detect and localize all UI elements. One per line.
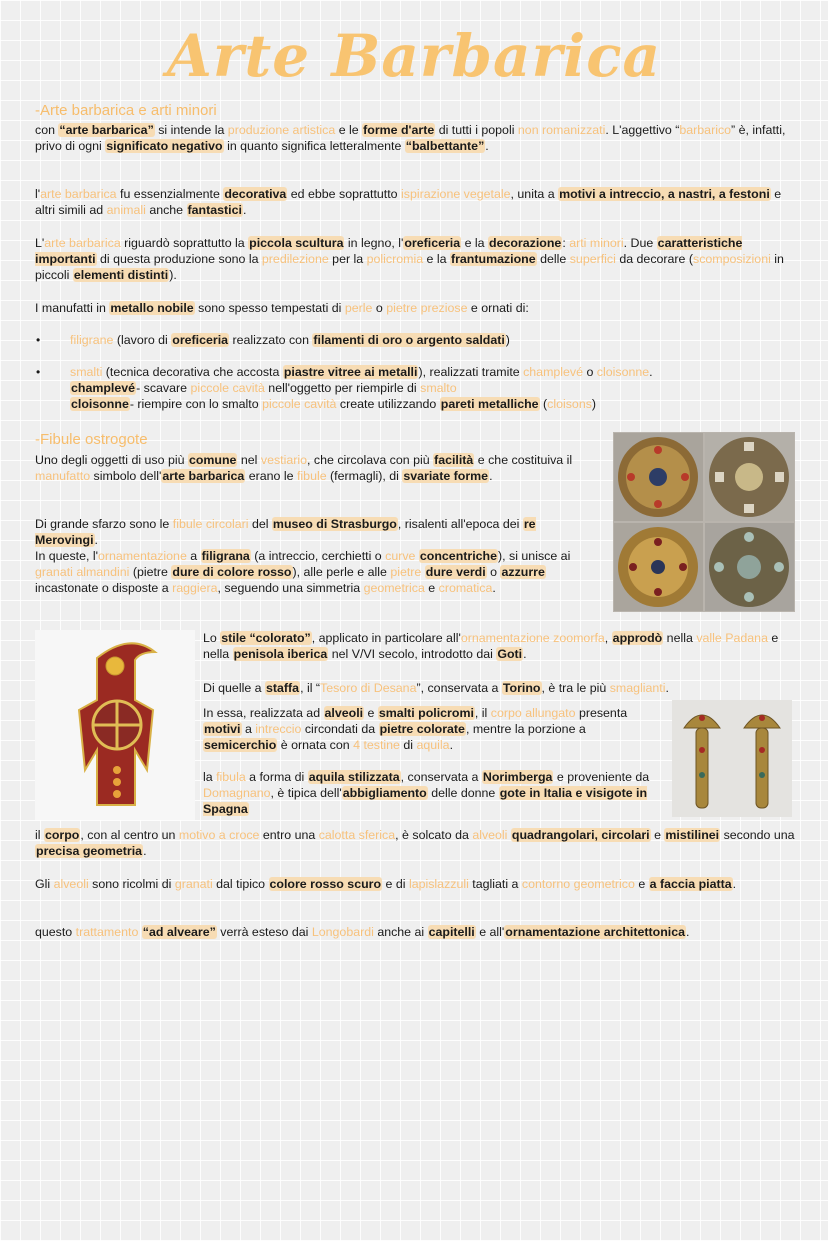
text-segment: e di xyxy=(382,877,409,891)
accent-term: alveoli xyxy=(53,877,89,891)
text-segment: , conservata a xyxy=(400,770,482,784)
paragraph-stile-colorato xyxy=(203,630,793,662)
highlighted-term: pietre colorate xyxy=(379,722,465,736)
text-segment: e proveniente da xyxy=(553,770,650,784)
text-segment: riguardò soprattutto la xyxy=(120,236,249,250)
text-segment: realizzato con xyxy=(229,333,313,347)
text-segment: . xyxy=(242,203,247,217)
text-segment: di questa produzione sono la xyxy=(96,252,262,266)
highlighted-term: quadrangolari, circolari xyxy=(511,828,650,842)
highlighted-term: piccola scultura xyxy=(249,236,344,250)
highlighted-term: oreficeria xyxy=(404,236,461,250)
accent-term: aquila xyxy=(416,738,450,752)
section-heading-arte-barbarica: -Arte barbarica e arti minori xyxy=(35,102,217,119)
accent-term: Domagnano xyxy=(203,786,271,800)
highlighted-term: museo di Strasburgo xyxy=(272,517,397,531)
accent-term: arti minori xyxy=(569,236,624,250)
accent-term: ornamentazione zoomorfa xyxy=(460,631,605,645)
text-segment: tagliati a xyxy=(468,877,522,891)
accent-term: calotta sferica xyxy=(318,828,396,842)
highlighted-term: arte barbarica xyxy=(162,469,245,483)
text-segment: dal tipico xyxy=(212,877,269,891)
accent-term: champlevé xyxy=(523,365,584,379)
text-segment: fu essenzialmente xyxy=(116,187,224,201)
highlighted-term: cloisonne xyxy=(71,397,129,411)
text-segment: ), alle perle e alle xyxy=(292,565,391,579)
accent-term: fibule circolari xyxy=(172,517,249,531)
text-segment: anche ai xyxy=(373,925,428,939)
text-segment: e che costituiva il xyxy=(474,453,573,467)
text-segment: . xyxy=(449,738,454,752)
highlighted-term: dure verdi xyxy=(425,565,486,579)
highlighted-term: significato negativo xyxy=(106,139,223,153)
accent-term: barbarico xyxy=(679,123,732,137)
text-segment: - scavare xyxy=(136,381,191,395)
highlighted-term: Goti xyxy=(497,647,523,661)
fibula-aquila-image xyxy=(35,630,195,820)
text-segment: . Due xyxy=(623,236,657,250)
highlighted-term: comune xyxy=(188,453,237,467)
highlighted-term: oreficeria xyxy=(172,333,229,347)
accent-term: granati xyxy=(174,877,213,891)
bullet-smalti xyxy=(70,364,795,380)
text-segment: - riempire con lo smalto xyxy=(129,397,263,411)
text-segment: a xyxy=(241,722,256,736)
text-segment: per la xyxy=(328,252,367,266)
accent-term: intreccio xyxy=(255,722,302,736)
text-segment: I manufatti in xyxy=(35,301,110,315)
accent-term: cromatica xyxy=(438,581,493,595)
highlighted-term: abbigliamento xyxy=(342,786,427,800)
highlighted-term: metallo nobile xyxy=(110,301,194,315)
highlighted-term: semicerchio xyxy=(204,738,277,752)
paragraph-strasburgo xyxy=(35,516,595,548)
text-segment: o xyxy=(372,301,387,315)
text-segment: ” è, infatti, privo di ogni xyxy=(35,123,786,153)
accent-term: produzione artistica xyxy=(227,123,336,137)
text-segment: verrà esteso dai xyxy=(216,925,312,939)
text-segment: Di quelle a xyxy=(203,681,265,695)
text-segment: Uno degli oggetti di uso più xyxy=(35,453,188,467)
text-segment: e xyxy=(364,706,378,720)
text-segment: . xyxy=(523,647,527,661)
text-segment: , con al centro un xyxy=(80,828,179,842)
accent-term: 4 testine xyxy=(353,738,400,752)
highlighted-term: Torino xyxy=(502,681,541,695)
text-segment: , il “ xyxy=(300,681,321,695)
highlighted-term: approdò xyxy=(612,631,663,645)
bullet-cloisonne xyxy=(70,396,795,412)
accent-term: valle Padana xyxy=(696,631,768,645)
text-segment: la xyxy=(203,770,217,784)
highlighted-term: motivi xyxy=(204,722,241,736)
text-segment: ( xyxy=(539,397,548,411)
text-segment: o xyxy=(583,365,597,379)
accent-term: raggiera xyxy=(172,581,218,595)
fibule-staffa-image xyxy=(672,700,792,817)
text-segment: è ornata con xyxy=(277,738,354,752)
paragraph-definition xyxy=(35,122,795,154)
text-segment: Di grande sfarzo sono le xyxy=(35,517,173,531)
text-segment: (lavoro di xyxy=(113,333,172,347)
highlighted-term: smalti policromi xyxy=(378,706,474,720)
paragraph-corpo xyxy=(35,827,795,859)
highlighted-term: corpo xyxy=(44,828,80,842)
text-segment: secondo una xyxy=(720,828,795,842)
accent-term: non romanizzati xyxy=(517,123,606,137)
highlighted-term: caratteristiche importanti xyxy=(35,236,743,266)
text-segment: ) xyxy=(591,397,597,411)
text-segment: L' xyxy=(35,236,45,250)
highlighted-term: “balbettante” xyxy=(405,139,485,153)
highlighted-term: staffa xyxy=(266,681,300,695)
text-segment: e xyxy=(650,828,665,842)
highlighted-term: decorazione xyxy=(489,236,562,250)
highlighted-term: “ad alveare” xyxy=(142,925,216,939)
text-segment: e la xyxy=(423,252,450,266)
text-segment: ed ebbe soprattutto xyxy=(287,187,401,201)
highlighted-term: azzurre xyxy=(501,565,545,579)
text-segment: e all' xyxy=(475,925,505,939)
text-segment: e le xyxy=(335,123,363,137)
text-segment: , è tipica dell' xyxy=(270,786,342,800)
accent-term: smaglianti xyxy=(609,681,666,695)
accent-term: trattamento xyxy=(75,925,139,939)
text-segment: in quanto significa letteralmente xyxy=(223,139,405,153)
accent-term: smalto xyxy=(420,381,457,395)
text-segment: l' xyxy=(35,187,41,201)
text-segment: , mentre la porzione a xyxy=(465,722,586,736)
text-segment: (tecnica decorativa che accosta xyxy=(102,365,283,379)
accent-term: perle xyxy=(344,301,373,315)
text-segment: , seguendo una simmetria xyxy=(217,581,364,595)
highlighted-term: colore rosso scuro xyxy=(269,877,382,891)
accent-term: geometrica xyxy=(363,581,425,595)
text-segment: , xyxy=(604,631,612,645)
text-segment: . xyxy=(94,533,98,547)
text-segment: del xyxy=(248,517,272,531)
accent-term: manufatto xyxy=(35,469,91,483)
accent-term: predilezione xyxy=(261,252,329,266)
text-segment: in piccoli xyxy=(35,252,784,282)
text-segment: da decorare ( xyxy=(615,252,694,266)
bullet-marker: • xyxy=(36,333,41,347)
highlighted-term: frantumazione xyxy=(450,252,536,266)
paragraph-trattamento xyxy=(35,924,795,940)
accent-term: ispirazione vegetale xyxy=(401,187,511,201)
text-segment: ) xyxy=(505,333,510,347)
text-segment: il xyxy=(35,828,44,842)
page-title: Arte Barbarica xyxy=(166,22,662,90)
text-segment: in legno, l' xyxy=(344,236,404,250)
text-segment: Gli xyxy=(35,877,54,891)
text-segment: , è solcato da xyxy=(395,828,473,842)
accent-term: curve xyxy=(385,549,416,563)
text-segment: e xyxy=(424,581,439,595)
text-segment: . xyxy=(485,139,489,153)
accent-term: arte barbarica xyxy=(44,236,121,250)
text-segment: e nella xyxy=(203,631,779,661)
text-segment: . xyxy=(489,469,493,483)
paragraph-corpo-allungato xyxy=(203,705,663,753)
text-segment: (fermagli), di xyxy=(326,469,403,483)
text-segment: o xyxy=(486,565,501,579)
text-segment: Lo xyxy=(203,631,221,645)
text-segment: , che circolava con più xyxy=(307,453,434,467)
text-segment: . xyxy=(649,365,653,379)
text-segment: entro una xyxy=(259,828,319,842)
text-segment: a forma di xyxy=(245,770,308,784)
text-segment: delle donne xyxy=(427,786,499,800)
highlighted-term: facilità xyxy=(434,453,474,467)
paragraph-fibule xyxy=(35,452,595,484)
highlighted-term: aquila stilizzata xyxy=(308,770,400,784)
highlighted-term: filamenti di oro o argento saldati xyxy=(313,333,505,347)
text-segment: incastonate o disposte a xyxy=(35,581,173,595)
text-segment: nell'oggetto per riempirle di xyxy=(264,381,421,395)
text-segment: nella xyxy=(663,631,697,645)
text-segment: , unita a xyxy=(510,187,559,201)
highlighted-term: fantastici xyxy=(187,203,242,217)
highlighted-term: motivi a intreccio, a nastri, a festoni xyxy=(559,187,770,201)
accent-term: pietre preziose xyxy=(386,301,468,315)
highlighted-term: stile “colorato” xyxy=(221,631,311,645)
paragraph-decorativa xyxy=(35,186,795,218)
accent-term: smalti xyxy=(70,365,103,379)
highlighted-term: alveoli xyxy=(324,706,364,720)
text-segment: nel V/VI secolo, introdotto dai xyxy=(328,647,497,661)
highlighted-term: penisola iberica xyxy=(233,647,328,661)
text-segment: simbolo dell' xyxy=(90,469,162,483)
accent-term: animali xyxy=(106,203,146,217)
accent-term: cloisonne xyxy=(596,365,650,379)
accent-term: piccole cavità xyxy=(190,381,265,395)
text-segment: , applicato in particolare all' xyxy=(311,631,461,645)
bullet-champleve xyxy=(70,380,795,396)
accent-term: fibula xyxy=(216,770,246,784)
accent-term: alveoli xyxy=(472,828,508,842)
accent-term: contorno geometrico xyxy=(521,877,635,891)
text-segment: sono ricolmi di xyxy=(88,877,175,891)
accent-term: policromia xyxy=(366,252,424,266)
text-segment: di tutti i popoli xyxy=(435,123,518,137)
accent-term: Longobardi xyxy=(311,925,374,939)
text-segment: ”, conservata a xyxy=(416,681,502,695)
text-segment: . xyxy=(686,925,690,939)
text-segment: e xyxy=(634,877,649,891)
accent-term: superfici xyxy=(569,252,616,266)
text-segment: nel xyxy=(237,453,261,467)
text-segment: sono spesso tempestati di xyxy=(194,301,345,315)
text-segment: presenta xyxy=(575,706,628,720)
accent-term: filigrane xyxy=(70,333,114,347)
text-segment: delle xyxy=(536,252,570,266)
fibule-circolari-image xyxy=(613,432,795,612)
text-segment: In essa, realizzata ad xyxy=(203,706,324,720)
paragraph-manufatti xyxy=(35,300,795,316)
text-segment: : xyxy=(562,236,570,250)
paragraph-tesoro-desana xyxy=(203,680,793,696)
highlighted-term: pareti metalliche xyxy=(440,397,539,411)
text-segment: . xyxy=(143,844,147,858)
highlighted-term: capitelli xyxy=(428,925,475,939)
text-segment: anche xyxy=(145,203,187,217)
text-segment: , il xyxy=(474,706,491,720)
highlighted-term: “arte barbarica” xyxy=(59,123,154,137)
highlighted-term: ornamentazione architettonica xyxy=(505,925,685,939)
highlighted-term: champlevé xyxy=(71,381,136,395)
highlighted-term: piastre vitree ai metalli xyxy=(283,365,418,379)
accent-term: vestiario xyxy=(260,453,308,467)
text-segment: ), realizzati tramite xyxy=(418,365,524,379)
text-segment: e la xyxy=(461,236,489,250)
accent-term: lapislazzuli xyxy=(408,877,469,891)
accent-term: motivo a croce xyxy=(178,828,260,842)
paragraph-ornamentazione xyxy=(35,548,595,596)
accent-term: pietre xyxy=(390,565,422,579)
bullet-marker: • xyxy=(36,365,41,379)
text-segment: a xyxy=(186,549,201,563)
accent-term: fibule xyxy=(296,469,327,483)
highlighted-term: elementi distinti xyxy=(73,268,169,282)
highlighted-term: svariate forme xyxy=(403,469,489,483)
text-segment: , risalenti all'epoca dei xyxy=(397,517,523,531)
accent-term: granati almandini xyxy=(35,565,130,579)
highlighted-term: concentriche xyxy=(419,549,498,563)
text-segment: erano le xyxy=(245,469,297,483)
text-segment: (a intreccio, cerchietti o xyxy=(250,549,386,563)
accent-term: Tesoro di Desana xyxy=(320,681,417,695)
highlighted-term: filigrana xyxy=(201,549,250,563)
text-segment: circondati da xyxy=(301,722,379,736)
text-segment: (pietre xyxy=(129,565,172,579)
text-segment: create utilizzando xyxy=(336,397,440,411)
text-segment: ). xyxy=(169,268,177,282)
highlighted-term: precisa geometria xyxy=(36,844,143,858)
accent-term: corpo allungato xyxy=(490,706,576,720)
accent-term: arte barbarica xyxy=(40,187,117,201)
text-segment: e altri simili ad xyxy=(35,187,782,217)
highlighted-term: a faccia piatta xyxy=(649,877,732,891)
text-segment: , è tra le più xyxy=(541,681,610,695)
text-segment: . L'aggettivo “ xyxy=(605,123,680,137)
highlighted-term: Norimberga xyxy=(482,770,553,784)
text-segment: di xyxy=(399,738,417,752)
highlighted-term: dure di colore rosso xyxy=(172,565,292,579)
highlighted-term: re Merovingi xyxy=(35,517,536,547)
highlighted-term: gote in Italia e visigote in Spagna xyxy=(203,786,648,816)
text-segment: questo xyxy=(35,925,76,939)
accent-term: cloisons xyxy=(547,397,592,411)
text-segment: In queste, l' xyxy=(35,549,98,563)
text-segment: con xyxy=(35,123,59,137)
text-segment: ), si unisce ai xyxy=(498,549,571,563)
text-segment: . xyxy=(732,877,737,891)
paragraph-aquila xyxy=(203,769,663,817)
text-segment: si intende la xyxy=(154,123,228,137)
bullet-filigrane xyxy=(70,332,795,348)
text-segment: e ornati di: xyxy=(467,301,529,315)
highlighted-term: decorativa xyxy=(224,187,287,201)
text-segment: . xyxy=(492,581,496,595)
highlighted-term: mistilinei xyxy=(665,828,720,842)
paragraph-arti-minori xyxy=(35,235,795,283)
section-heading-fibule: -Fibule ostrogote xyxy=(35,431,148,448)
accent-term: scomposizioni xyxy=(693,252,771,266)
highlighted-term: forme d'arte xyxy=(363,123,435,137)
accent-term: piccole cavità xyxy=(262,397,337,411)
accent-term: ornamentazione xyxy=(97,549,187,563)
paragraph-alveoli xyxy=(35,876,795,892)
text-segment: . xyxy=(665,681,669,695)
